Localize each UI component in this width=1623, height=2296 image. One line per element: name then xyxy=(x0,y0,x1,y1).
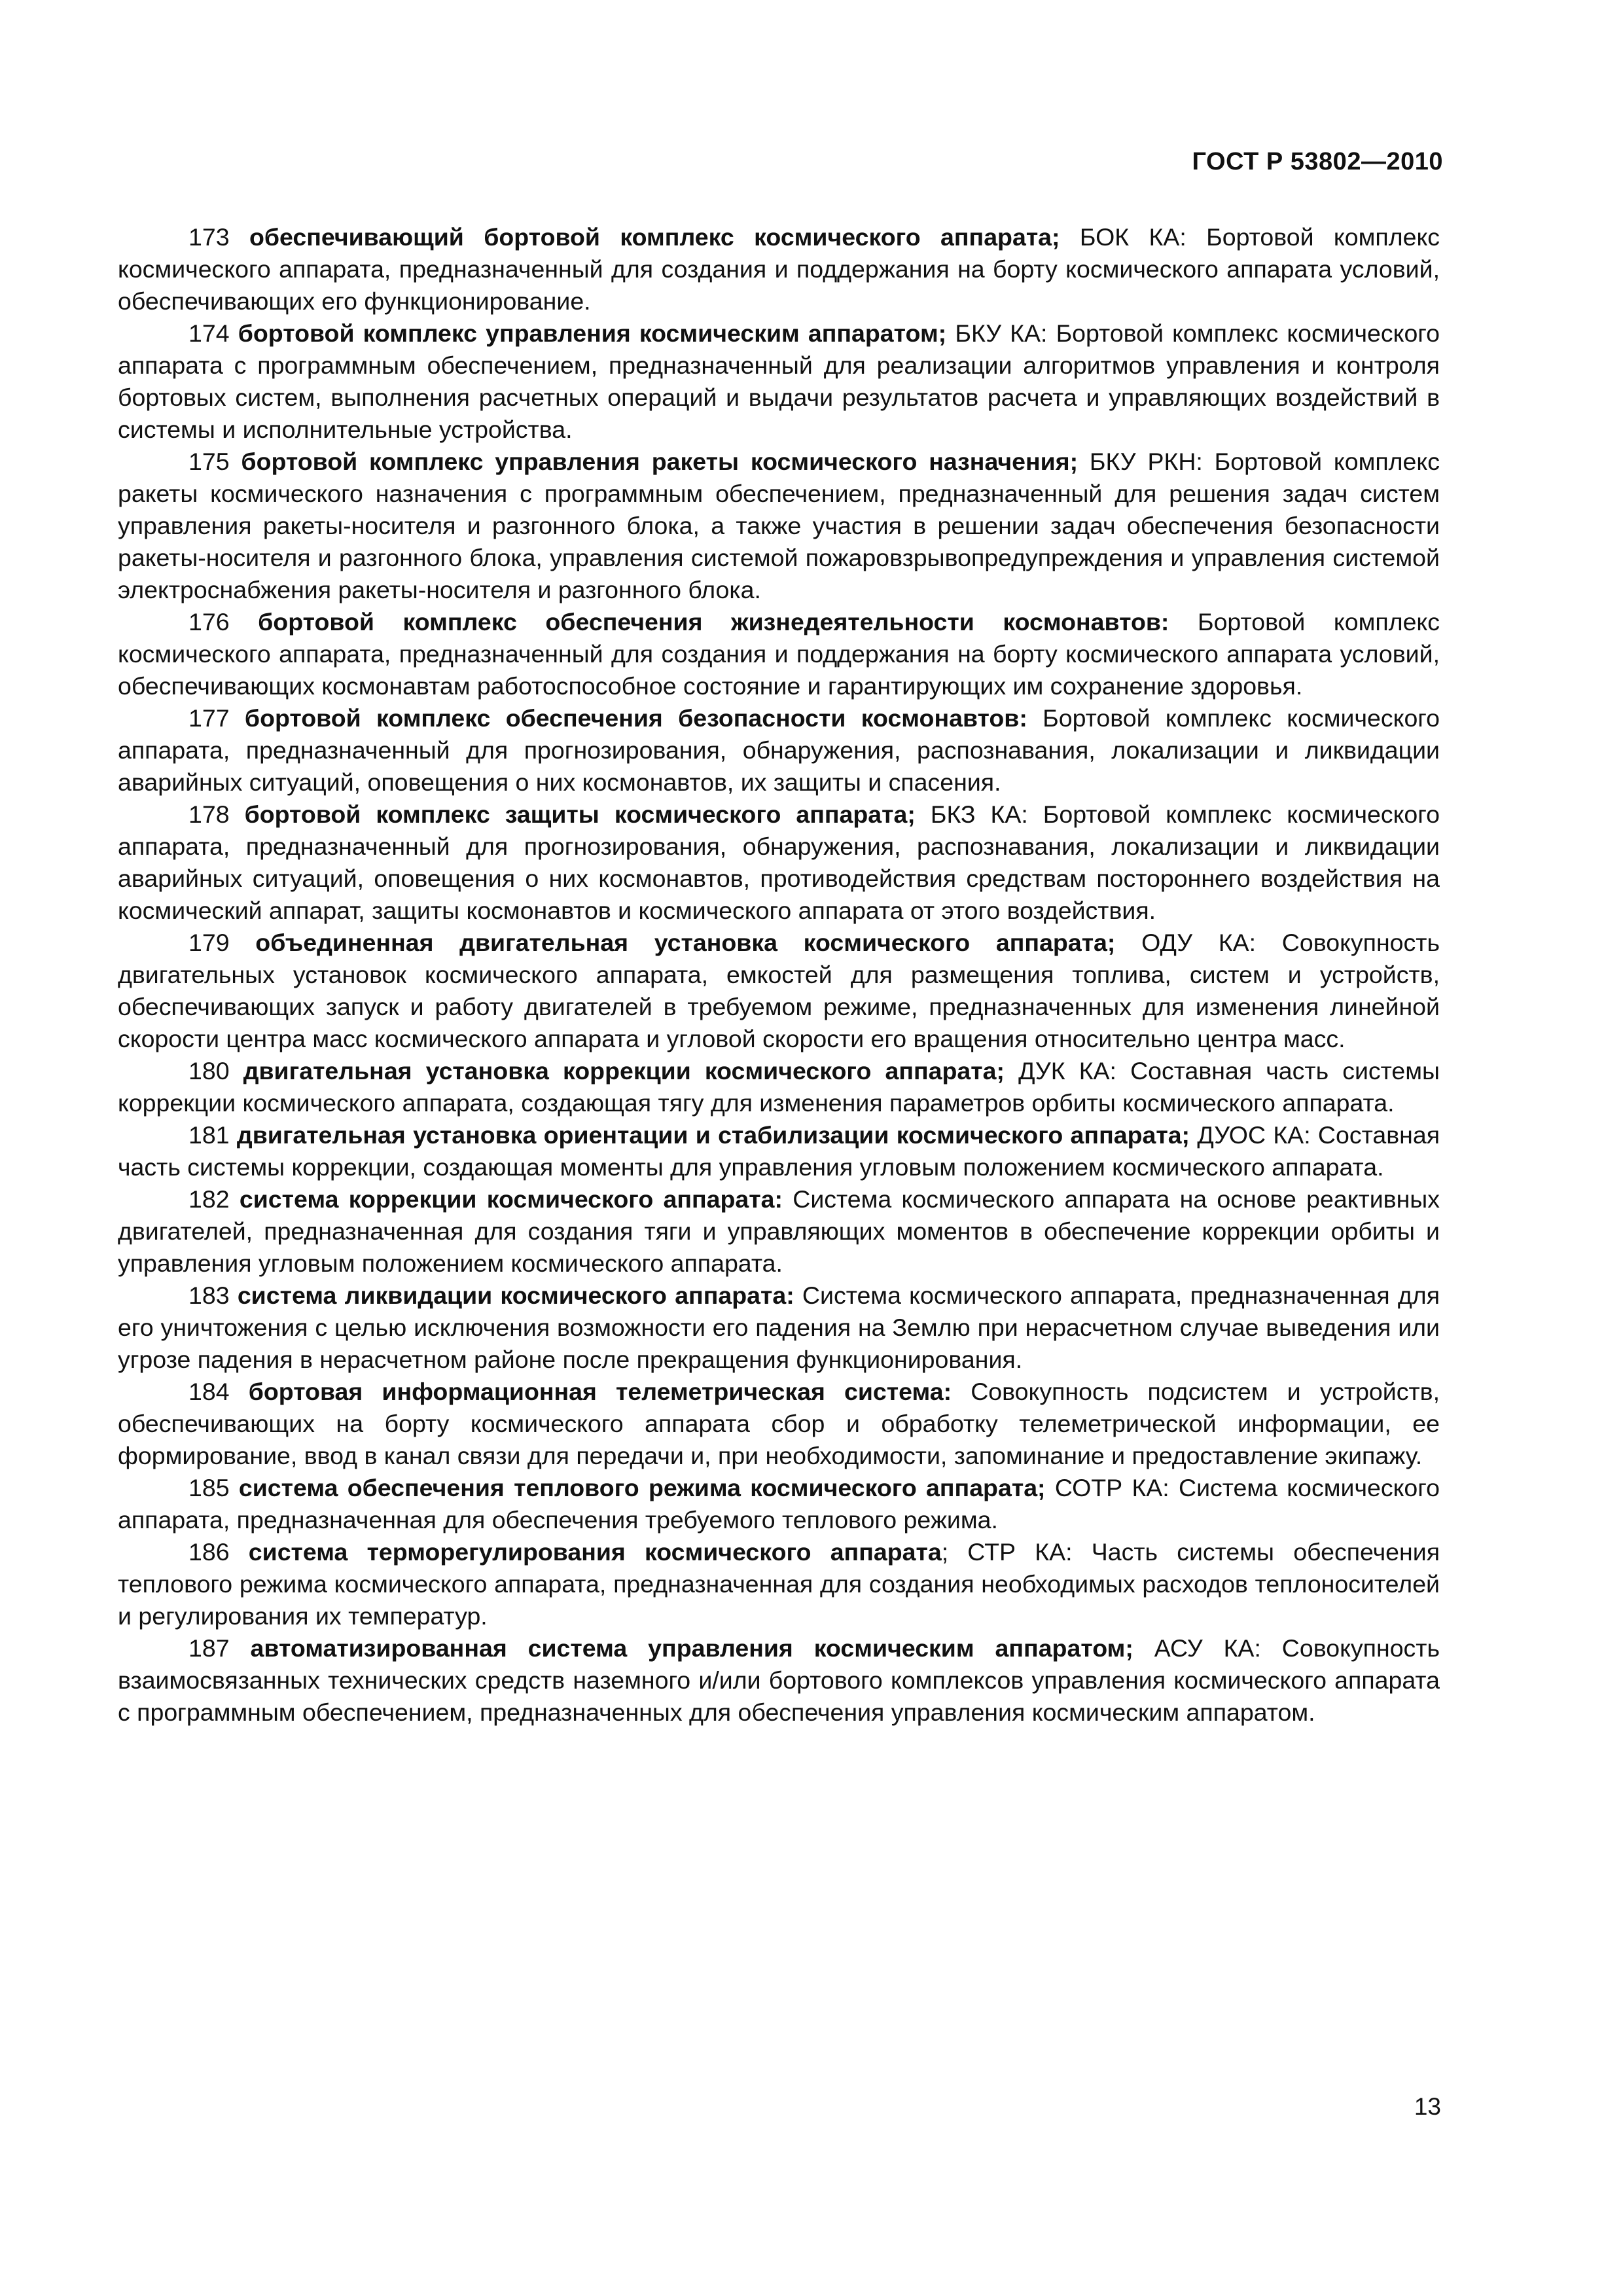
term-definition: БКУ КА: Бортовой комплекс космического аппарата с программным обеспечением, предназначенный для реализации алгоритмов управления и контроля бортовых систем, выполнения расчетных операций и выдачи результатов расчета и управляющих воздействий в системы и исполнительные устройства. xyxy=(118,319,1440,443)
term-number: 174 xyxy=(188,319,230,347)
term-entry-181 xyxy=(118,1119,1440,1183)
term-number: 186 xyxy=(188,1538,230,1566)
term-title: система терморегулирования космического аппарата xyxy=(248,1538,942,1566)
term-entry-173 xyxy=(118,221,1440,317)
term-definition: БКЗ КА: Бортовой комплекс космического аппарата, предназначенный для прогнозирования, обнаружения, распознавания, локализации и ликвидации аварийных ситуаций, оповещения о них космонавтов, противодействия средствам постороннего воздействия на космический аппарат, защиты космонавтов и космического аппарата от этого воздействия. xyxy=(118,800,1440,924)
term-title: система ликвидации космического аппарата: xyxy=(237,1282,794,1309)
term-title: двигательная установка коррекции космического аппарата; xyxy=(243,1057,1005,1085)
term-definition: БКУ РКН: Бортовой комплекс ракеты космического назначения с программным обеспечением, предназначенный для решения задач систем управления ракеты-носителя и разгонного блока, а также участия в решении задач обеспечения безопасности ракеты-носителя и разгонного блока, управления системой пожаровзрывопредупреждения и управления системой электроснабжения ракеты-носителя и разгонного блока. xyxy=(118,448,1440,603)
term-definition: СОТР КА: Система космического аппарата, предназначенная для обеспечения требуемого теплового режима. xyxy=(118,1474,1440,1534)
term-number: 182 xyxy=(188,1185,230,1213)
term-number: 176 xyxy=(188,608,230,636)
term-number: 178 xyxy=(188,800,230,828)
page-number: 13 xyxy=(1414,2093,1441,2120)
term-definition: ДУОС КА: Составная часть системы коррекции, создающая моменты для управления угловым положением космического аппарата. xyxy=(118,1121,1440,1181)
term-definition: ДУК КА: Составная часть системы коррекции космического аппарата, создающая тягу для изменения параметров орбиты космического аппарата. xyxy=(118,1057,1440,1117)
term-entry-182 xyxy=(118,1183,1440,1280)
term-entry-174 xyxy=(118,317,1440,446)
term-entry-175 xyxy=(118,446,1440,606)
term-definition: Бортовой комплекс космического аппарата, предназначенный для прогнозирования, обнаружения, распознавания, локализации и ликвидации аварийных ситуаций, оповещения о них космонавтов, их защиты и спасения. xyxy=(118,704,1440,796)
term-title: бортовой комплекс защиты космического аппарата; xyxy=(244,800,916,828)
term-definition: Бортовой комплекс космического аппарата, предназначенный для создания и поддержания на борту космического аппарата условий, обеспечивающих космонавтам работоспособное состояние и гарантирующих им сохранение здоровья. xyxy=(118,608,1440,700)
term-title: двигательная установка ориентации и стабилизации космического аппарата; xyxy=(236,1121,1190,1149)
term-number: 184 xyxy=(188,1378,230,1405)
term-number: 175 xyxy=(188,448,230,475)
term-number: 183 xyxy=(188,1282,230,1309)
term-entry-176 xyxy=(118,606,1440,702)
term-definition: АСУ КА: Совокупность взаимосвязанных технических средств наземного и/или бортового комплексов управления космического аппарата с программным обеспечением, предназначенных для обеспечения управления космическим аппаратом. xyxy=(118,1634,1440,1726)
term-definition: Система космического аппарата на основе реактивных двигателей, предназначенная для создания тяги и управляющих моментов в обеспечение коррекции орбиты и управления угловым положением космического аппарата. xyxy=(118,1185,1440,1277)
term-title: бортовая информационная телеметрическая система: xyxy=(248,1378,952,1405)
term-title: объединенная двигательная установка космического аппарата; xyxy=(255,929,1116,956)
term-title: обеспечивающий бортовой комплекс космического аппарата; xyxy=(249,223,1060,251)
term-title: бортовой комплекс управления космическим аппаратом; xyxy=(238,319,947,347)
term-title: система коррекции космического аппарата: xyxy=(239,1185,783,1213)
term-title: автоматизированная система управления космическим аппаратом; xyxy=(250,1634,1133,1662)
term-number: 180 xyxy=(188,1057,230,1085)
term-number: 177 xyxy=(188,704,230,732)
term-number: 185 xyxy=(188,1474,230,1501)
term-number: 187 xyxy=(188,1634,230,1662)
term-title: система обеспечения теплового режима космического аппарата; xyxy=(238,1474,1046,1501)
term-definition: ОДУ КА: Совокупность двигательных установок космического аппарата, емкостей для размещения топлива, систем и устройств, обеспечивающих запуск и работу двигателей в требуемом режиме, предназначенных для изменения линейной скорости центра масс космического аппарата и угловой скорости его вращения относительно центра масс. xyxy=(118,929,1440,1052)
term-definition: БОК КА: Бортовой комплекс космического аппарата, предназначенный для создания и поддержания на борту космического аппарата условий, обеспечивающих его функционирование. xyxy=(118,223,1440,315)
terms-list xyxy=(118,221,1440,1729)
term-entry-177 xyxy=(118,702,1440,798)
term-entry-183 xyxy=(118,1280,1440,1376)
term-title: бортовой комплекс управления ракеты космического назначения; xyxy=(241,448,1079,475)
term-number: 173 xyxy=(188,223,230,251)
term-entry-180 xyxy=(118,1055,1440,1119)
term-definition: Совокупность подсистем и устройств, обеспечивающих на борту космического аппарата сбор и обработку телеметрической информации, ее формирование, ввод в канал связи для передачи и, при необходимости, запоминание и предоставление экипажу. xyxy=(118,1378,1440,1469)
term-entry-179 xyxy=(118,927,1440,1055)
term-number: 181 xyxy=(188,1121,230,1149)
term-entry-186 xyxy=(118,1536,1440,1632)
term-entry-178 xyxy=(118,798,1440,927)
term-entry-187 xyxy=(118,1632,1440,1729)
term-entry-185 xyxy=(118,1472,1440,1536)
term-definition: Система космического аппарата, предназначенная для его уничтожения с целью исключения возможности его падения на Землю при нерасчетном случае выведения или угрозе падения в нерасчетном районе после прекращения функционирования. xyxy=(118,1282,1440,1373)
term-title: бортовой комплекс обеспечения безопасности космонавтов: xyxy=(244,704,1027,732)
term-definition: ; СТР КА: Часть системы обеспечения теплового режима космического аппарата, предназначенная для создания необходимых расходов теплоносителей и регулирования их температур. xyxy=(118,1538,1440,1630)
term-title: бортовой комплекс обеспечения жизнедеятельности космонавтов: xyxy=(258,608,1169,636)
standard-header: ГОСТ Р 53802—2010 xyxy=(1192,148,1443,175)
term-entry-184 xyxy=(118,1376,1440,1472)
term-number: 179 xyxy=(188,929,230,956)
